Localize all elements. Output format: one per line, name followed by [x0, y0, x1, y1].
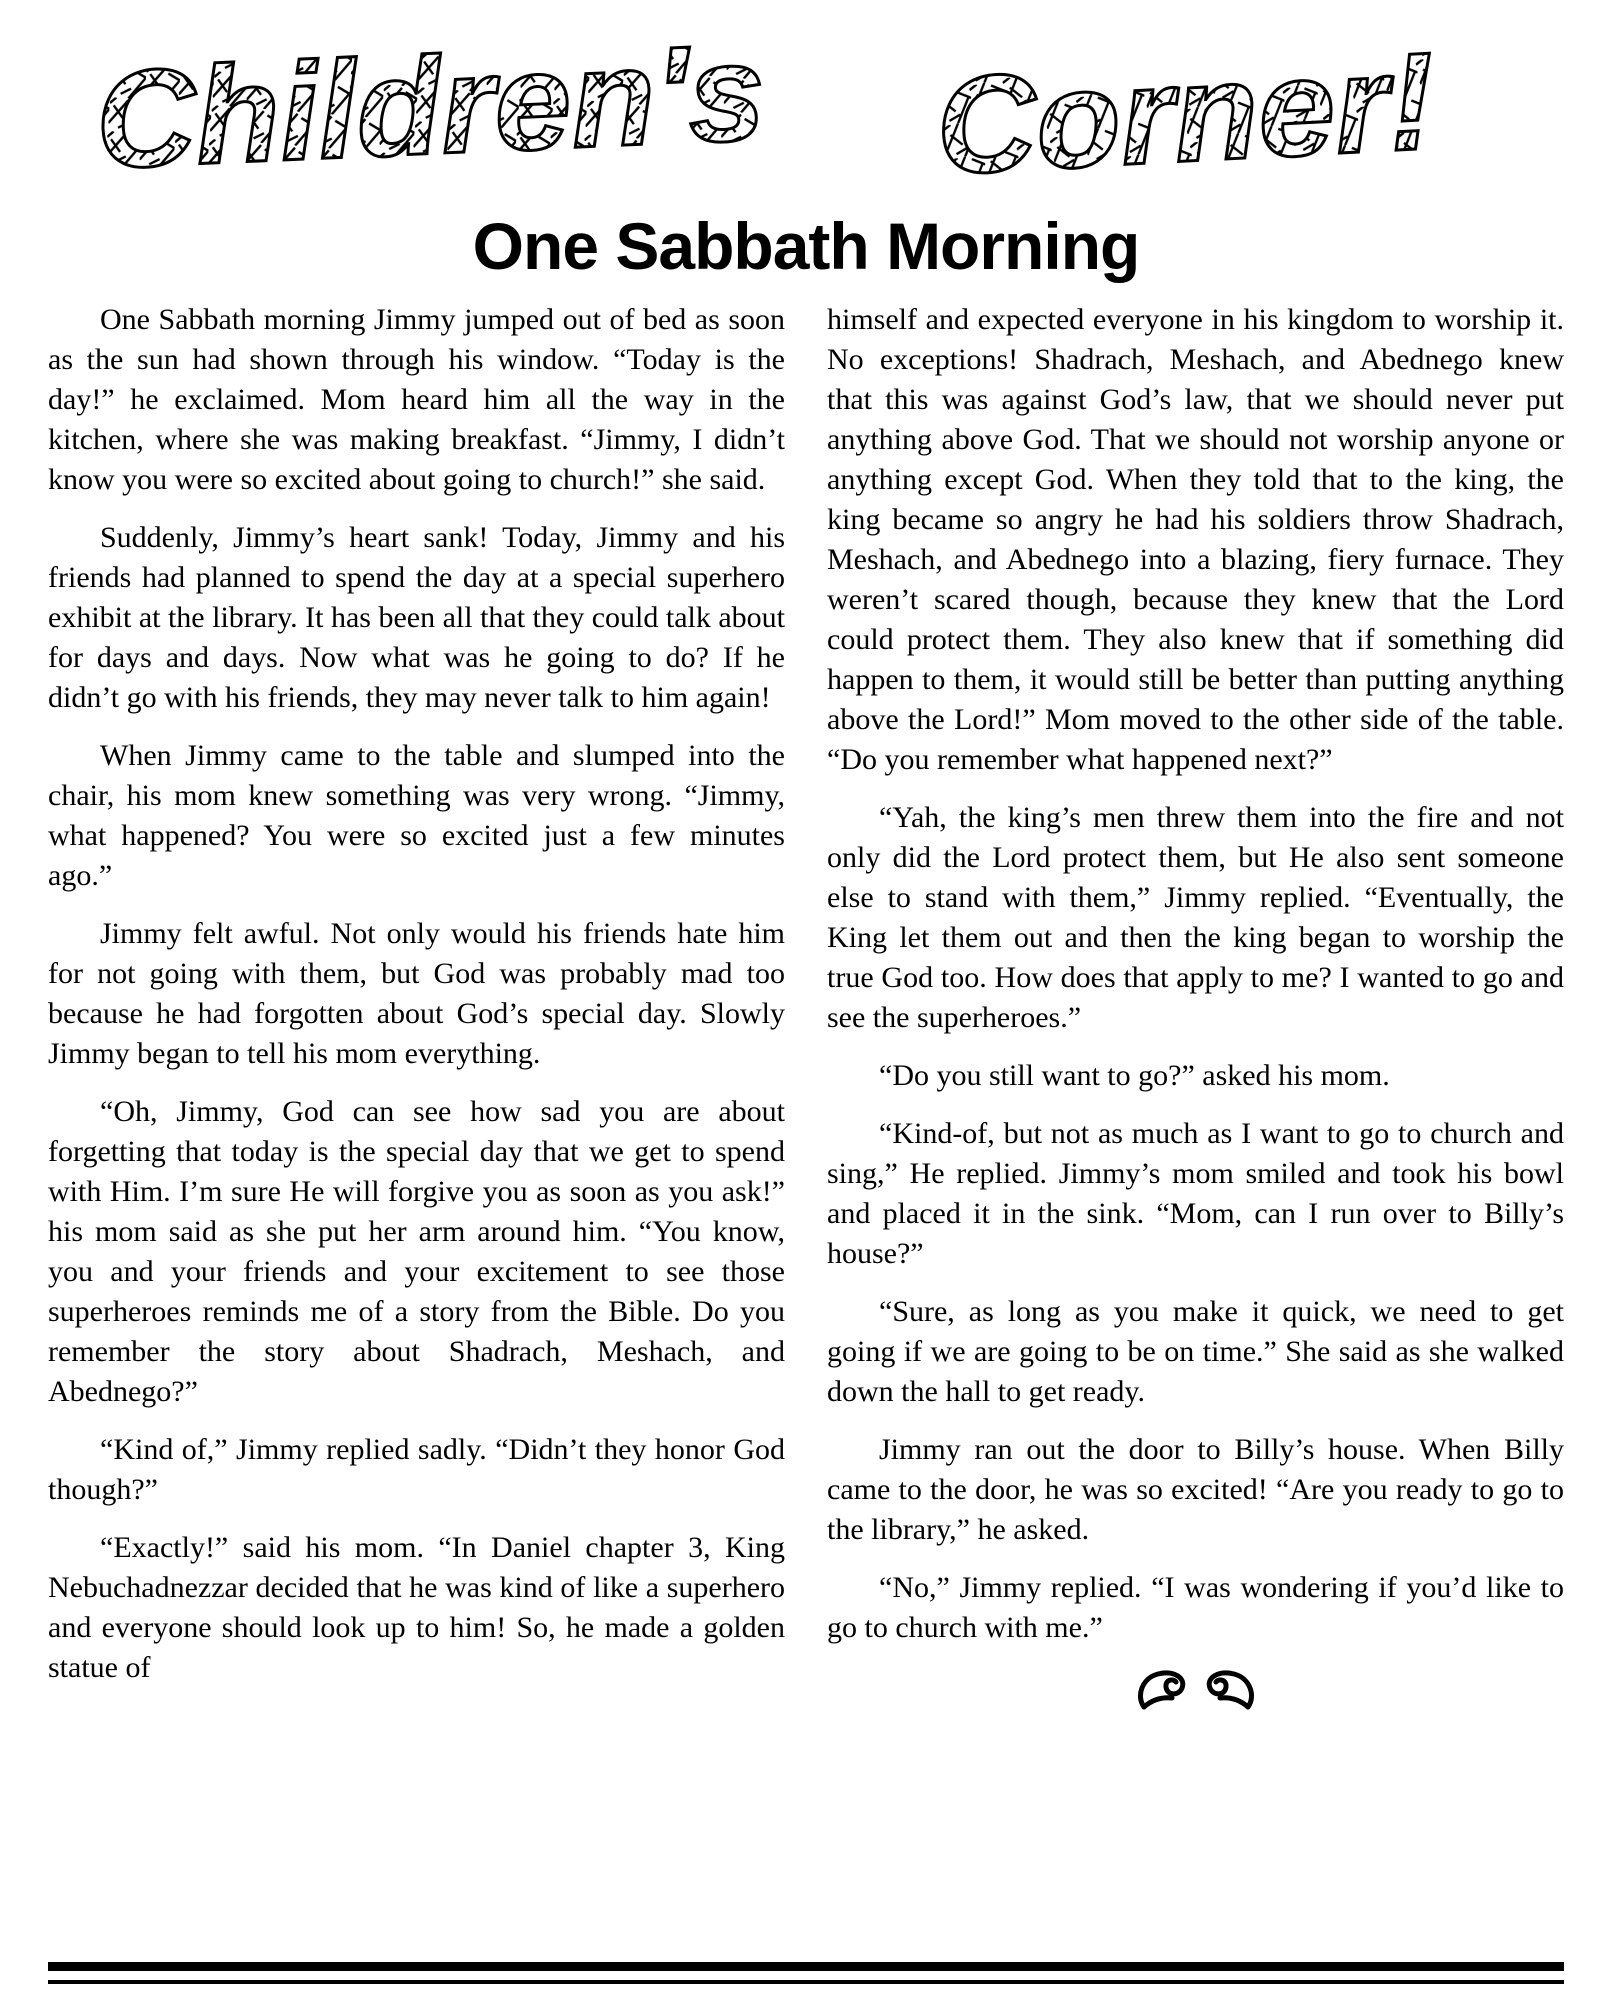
story-paragraph: Suddenly, Jimmy’s heart sank! Today, Jimmy and his friends had planned to spend the day at a special superhero exhibit at the library. It has been all that they could talk about for days and days. Now what was he going to do? If he didn’t go with his friends, they may never talk to him again!	[48, 521, 785, 714]
page-bottom-rules	[48, 1962, 1564, 1990]
story-paragraph: “Sure, as long as you make it quick, we need to get going if we are going to be on time.” She said as she walked down the hall to get ready.	[827, 1295, 1564, 1408]
story-paragraph: “Oh, Jimmy, God can see how sad you are about forgetting that today is the special day that we get to spend with Him. I’m sure He will forgive you as soon as you ask!” his mom said as she put her arm around him. “You know, you and your friends and your excitement to see those superheroes reminds me of a story from the Bible. Do you remember the story about Shadrach, Meshach, and Abednego?”	[48, 1095, 785, 1408]
story-paragraph: One Sabbath morning Jimmy jumped out of bed as soon as the sun had shown through his window. “Today is the day!” he exclaimed. Mom heard him all the way in the kitchen, where she was making breakfast. “Jimmy, I didn’t know you were so excited about going to church!” she said.	[48, 303, 785, 496]
story-paragraph: When Jimmy came to the table and slumped into the chair, his mom knew something was very wrong. “Jimmy, what happened? You were so excited just a few minutes ago.”	[48, 739, 785, 892]
thin-divider-line	[48, 1980, 1564, 1984]
story-paragraph: himself and expected everyone in his kingdom to worship it. No exceptions! Shadrach, Meshach, and Abednego knew that this was against God’s law, that we should never put anything above God. That we should not worship anyone or anything except God. When they told that to the king, the king became so angry he had his soldiers throw Shadrach, Meshach, and Abednego into a blazing, fiery furnace. They weren’t scared though, because they knew that the Lord could protect them. They also knew that if something did happen to them, it would still be better than putting anything above the Lord!” Mom moved to the other side of the table. “Do you remember what happened next?”	[827, 303, 1564, 776]
story-paragraph: “Kind of,” Jimmy replied sadly. “Didn’t they honor God though?”	[48, 1433, 785, 1506]
story-paragraph: “Do you still want to go?” asked his mom.	[879, 1059, 1390, 1092]
story-paragraph: “Yah, the king’s men threw them into the fire and not only did the Lord protect them, but He also sent someone else to stand with them,” Jimmy replied. “Eventually, the King let them out and then the king began to worship the true God too. How does that apply to me? I wanted to go and see the superheroes.”	[827, 801, 1564, 1034]
story-paragraph: “Exactly!” said his mom. “In Daniel chapter 3, King Nebuchadnezzar decided that he was kind of like a superhero and everyone should look up to him! So, he made a golden statue of	[48, 1531, 785, 1684]
masthead-word-childrens: Children's	[92, 14, 768, 198]
masthead-word-corner: Corner!	[932, 24, 1439, 204]
end-of-story-ornament-row	[827, 1666, 1564, 1725]
story-body	[48, 300, 1564, 1725]
masthead-left-art	[88, 14, 788, 206]
right-column	[827, 300, 1564, 1725]
story-title: One Sabbath Morning	[472, 209, 1140, 283]
story-paragraph: “No,” Jimmy replied. “I was wondering if you’d like to go to church with me.”	[827, 1571, 1564, 1644]
story-paragraph: Jimmy felt awful. Not only would his friends hate him for not going with them, but God was probably mad too because he had forgotten about God’s special day. Slowly Jimmy began to tell his mom everything.	[48, 917, 785, 1070]
scroll-flourish-ornament-icon	[1136, 1666, 1256, 1714]
story-paragraph: Jimmy ran out the door to Billy’s house. When Billy came to the door, he was so excited! “Are you ready to go to the library,” he asked.	[827, 1433, 1564, 1546]
thick-divider-line	[48, 1962, 1564, 1971]
masthead	[48, 14, 1564, 206]
left-column	[48, 300, 785, 1725]
masthead-right-art	[929, 26, 1504, 206]
story-paragraph: “Kind-of, but not as much as I want to go to church and sing,” He replied. Jimmy’s mom smiled and took his bowl and placed it in the sink. “Mom, can I run over to Billy’s house?”	[827, 1117, 1564, 1270]
